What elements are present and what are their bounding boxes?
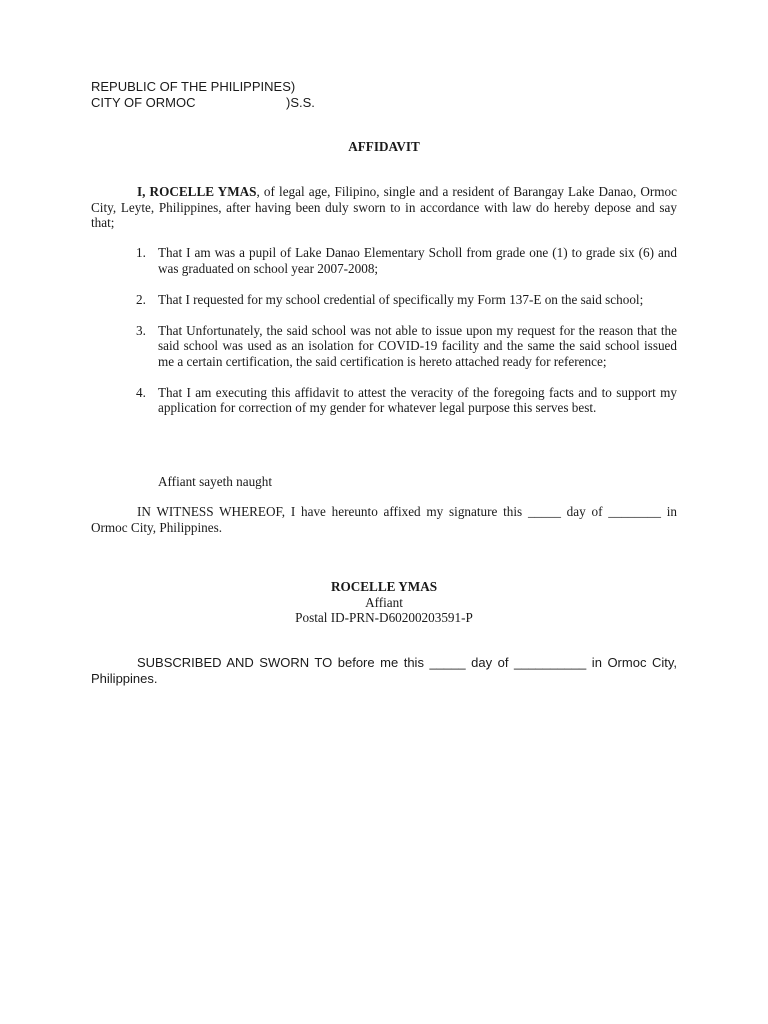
venue-city-line (91, 95, 391, 111)
venue-block (91, 79, 391, 111)
venue-city: CITY OF ORMOC (91, 95, 196, 110)
intro-paragraph (91, 184, 677, 231)
document-title: AFFIDAVIT (348, 139, 420, 154)
jurat-paragraph: SUBSCRIBED AND SWORN TO before me this _____ day of __________ in Ormoc City, Philippines. (91, 655, 677, 686)
signature-block (0, 579, 768, 626)
intro-text: , of legal age, Filipino, single and a resident of Barangay Lake Danao, Ormoc City, Leyte, Philippines, after having been duly sworn to in accordance with law do hereby depose and say that; (91, 184, 677, 230)
list-item (91, 385, 677, 416)
list-item (91, 245, 677, 276)
statement-list (91, 245, 677, 431)
list-item-number: 4. (136, 384, 146, 400)
witness-paragraph: IN WITNESS WHEREOF, I have hereunto affixed my signature this _____ day of ________ in Ormoc City, Philippines. (91, 504, 677, 535)
affiant-name-intro: I, ROCELLE YMAS (137, 184, 257, 199)
list-item-number: 1. (136, 245, 146, 260)
affiant-sayeth: Affiant sayeth naught (158, 474, 273, 489)
list-item-text: That Unfortunately, the said school was not able to issue upon my request for the reason that the said school was used as an isolation for COVID-19 facility and the same the said school issued me a certain certification, the said certification is hereto attached ready for reference; (158, 322, 677, 369)
affiant-name: ROCELLE YMAS (330, 579, 438, 594)
list-item-text: That I am was a pupil of Lake Danao Elementary Scholl from grade one (1) to grade six (6) and was graduated on school year 2007-2008; (158, 245, 677, 276)
affiant-id: Postal ID-PRN-D60200203591-P (295, 610, 473, 625)
affiant-role: Affiant (365, 594, 403, 610)
list-item-text: That I am executing this affidavit to attest the veracity of the foregoing facts and to support my application for correction of my gender for whatever legal purpose this serves best. (158, 384, 677, 415)
list-item (91, 323, 677, 370)
venue-ss: )S.S. (286, 95, 315, 110)
list-item-number: 3. (136, 322, 146, 338)
list-item-text: That I requested for my school credential of specifically my Form 137-E on the said school; (158, 291, 644, 307)
venue-republic: REPUBLIC OF THE PHILIPPINES) (91, 79, 296, 94)
list-item (91, 292, 677, 308)
list-item-number: 2. (136, 291, 146, 307)
